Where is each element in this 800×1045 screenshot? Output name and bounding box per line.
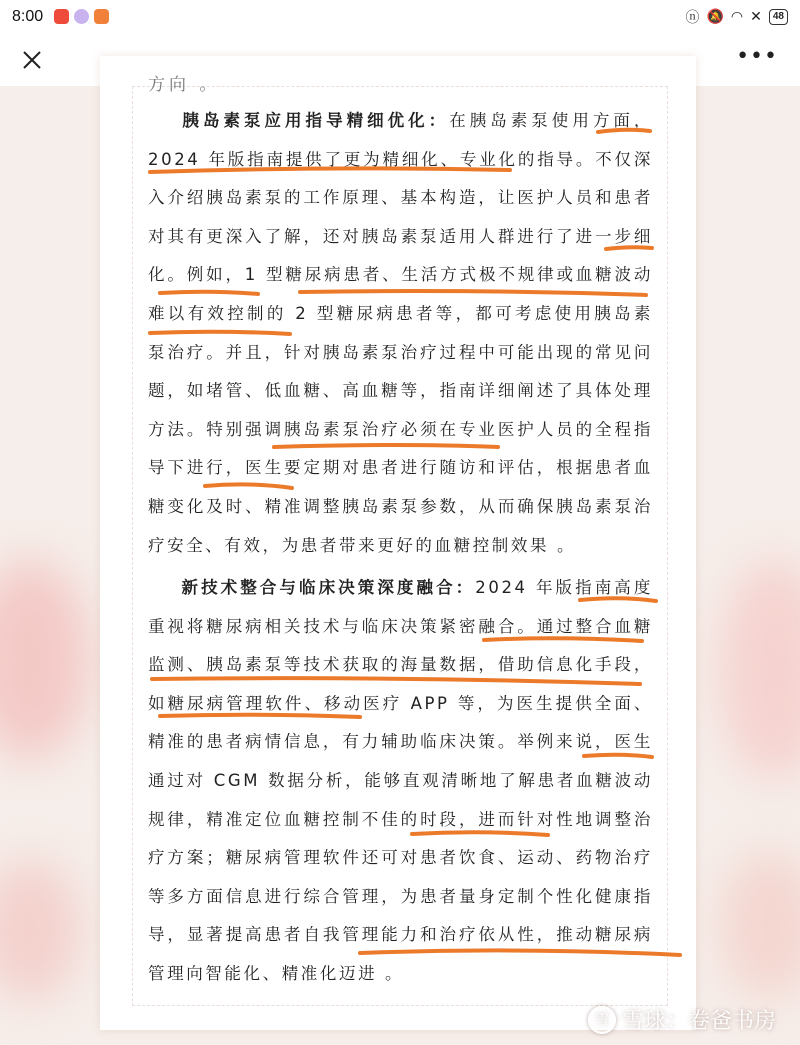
watermark-text: 雪球：卷爸书房 xyxy=(622,1009,777,1034)
mute-icon: 🔕 xyxy=(706,9,724,25)
status-bar xyxy=(0,0,800,34)
background-blob xyxy=(720,850,800,1000)
notification-app-icon xyxy=(54,9,69,24)
watermark xyxy=(588,1004,776,1035)
paragraph-heading: 胰岛素泵应用指导精细优化： xyxy=(181,111,450,130)
notification-app-icon xyxy=(94,9,109,24)
xueqiu-logo-icon: 雪 xyxy=(588,1006,616,1034)
network-icon: ✕ xyxy=(750,9,762,25)
nfc-icon: ⓝ xyxy=(685,10,700,26)
background-blob xyxy=(720,560,800,780)
background-blob xyxy=(0,560,90,760)
paragraph-body: 2024 年版指南高度重视将糖尿病相关技术与临床决策紧密融合。通过整合血糖监测、胰岛素泵等技术获取的海量数据，借助信息化手段，如糖尿病管理软件、移动医疗 APP 等，为医生提供全面、精准的患者病情信息，有力辅助临床决策。举例来说，医生通过对 CGM 数据分析，能够直观清晰地了解患者血糖波动规律，精准定位血糖控制不佳的时段，进而针对性地调整治疗方案；糖尿病管理软件还可对患者饮食、运动、药物治疗等多方面信息进行综合管理，为患者量身定制个性化健康指导，显著提高患者自我管理能力和治疗依从性，推动糖尿病管理向智能化、精准化迈进 。 xyxy=(148,578,653,983)
status-indicators xyxy=(685,7,788,27)
notification-app-icon xyxy=(74,9,89,24)
previous-text-fragment: 方向 。 xyxy=(148,75,221,95)
paragraph-insulin-pump xyxy=(148,102,653,565)
paragraph-heading: 新技术整合与临床决策深度融合： xyxy=(181,578,476,597)
status-time: 8:00 xyxy=(12,8,44,25)
battery-icon: 48 xyxy=(769,9,788,25)
more-options-button[interactable]: ••• xyxy=(736,44,778,69)
paragraph-body: 在胰岛素泵使用方面，2024 年版指南提供了更为精细化、专业化的指导。不仅深入介绍胰岛素泵的工作原理、基本构造，让医护人员和患者对其有更深入了解，还对胰岛素泵适用人群进行了进一步细化。例如，1 型糖尿病患者、生活方式极不规律或血糖波动难以有效控制的 2 型糖尿病患者等，都可考虑使用胰岛素泵治疗。并且，针对胰岛素泵治疗过程中可能出现的常见问题，如堵管、低血糖、高血糖等，指南详细阐述了具体处理方法。特别强调胰岛素泵治疗必须在专业医护人员的全程指导下进行，医生要定期对患者进行随访和评估，根据患者血糖变化及时、精准调整胰岛素泵参数，从而确保胰岛素泵治疗安全、有效，为患者带来更好的血糖控制效果 。 xyxy=(148,111,653,555)
close-icon[interactable] xyxy=(18,46,46,74)
background-blob xyxy=(0,860,80,1000)
paragraph-tech-integration xyxy=(148,569,653,994)
wifi-icon: ◠ xyxy=(730,9,744,25)
